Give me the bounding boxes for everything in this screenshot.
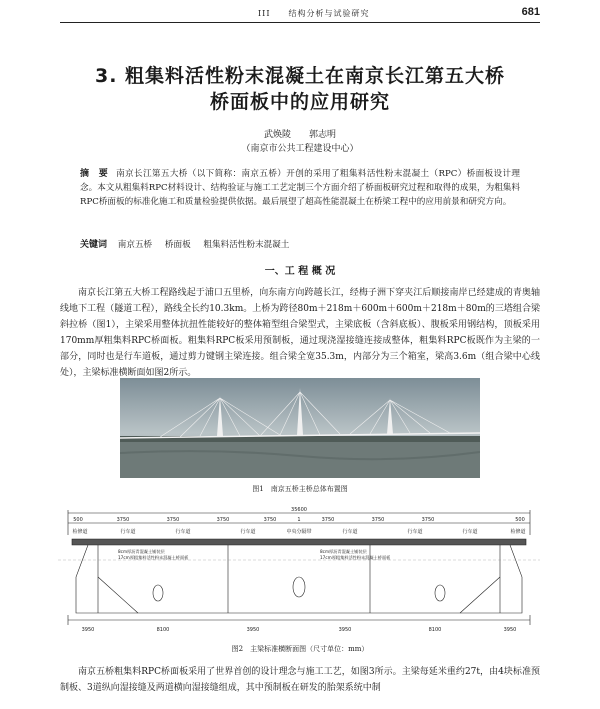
dim-top: 1 [297,517,301,523]
label-left: 检修道 [72,529,88,535]
figure1-caption: 图1 南京五桥主桥总体布置图 [252,485,348,493]
lane-label: 中央分隔带 [286,529,312,535]
lane-label: 行车道 [462,529,478,535]
keywords-label: 关键词 [80,240,108,250]
dim-top: 3750 [421,517,435,523]
drawing-note: 8cm厚沥青混凝土铺装层 [118,549,165,554]
lane-label: 行车道 [342,529,358,535]
dim-bottom: 3950 [81,627,95,633]
abstract-text: 南京长江第五大桥（以下简称：南京五桥）开创的采用了粗集料活性粉末混凝土（RPC）桥面板设计理念。本文从粗集料RPC材料设计、结构验证与施工工艺定制三个方面介绍了桥面板研究过程和取得的成果，为粗集料RPC桥面板的标准化施工和质量检验提供依据。最后展望了超高性能混凝土在桥梁工程中的应用前景和研究方向。 [80,169,520,207]
section-heading: 一、工 程 概 况 [264,266,336,277]
lane-label: 行车道 [407,529,423,535]
dim-top: 3750 [116,517,130,523]
drawing-note: 17cm厚粗集料活性粉末混凝土桥面板 [118,555,189,560]
abstract-label: 摘 要 [80,169,109,179]
dim-top: 500 [515,517,525,523]
keyword: 南京五桥 [117,240,153,250]
paper-title [60,63,540,115]
running-header-section: III 结构分析与试验研究 [258,9,370,18]
drawing-note: 17cm厚粗集料活性粉末混凝土桥面板 [320,555,391,560]
dim-total: 35600 [291,507,307,513]
lane-label: 行车道 [175,529,191,535]
dim-bottom: 8100 [428,627,442,633]
body-paragraph: 南京长江第五大桥工程路线起于浦口五里桥，向东南方向跨越长江，经梅子洲下穿夹江后顺接南岸已经建成的青奥轴线地下工程（隧道工程），路线全长约10.3km。上桥为跨径80m＋218m＋600m＋600m＋218m＋80m的三塔组合梁斜拉桥（图1），主梁采用整体抗扭性能较好的整体箱型组合梁型式，主梁底板（含斜底板）、腹板采用钢结构，顶板采用170mm厚粗集料RPC桥面板。粗集料RPC板采用预制板，通过现浇湿接缝连接成整体，粗集料RPC板既作为主梁的一部分，同时也是行车道板，通过剪力键钢主梁连接。组合梁全宽35.3m，内部分为三个箱室，梁高3.6m（组合梁中心线处），主梁标准横断面如图2所示。 [60,288,540,378]
cross-section-drawing [58,505,540,635]
keywords [80,237,520,250]
keyword: 桥面板 [164,240,191,250]
page-number: 681 [521,6,540,18]
page-header [60,6,540,23]
affiliation: （南京市公共工程建设中心） [241,144,359,154]
title-line-2: 桥面板中的应用研究 [209,91,390,113]
body-paragraph-2: 南京五桥粗集料RPC桥面板采用了世界首创的设计理念与施工工艺，如图3所示。主梁每延米重约27t，由4块标准预制板、3道纵向湿接缝及两道横向湿接缝组成，其中预制板在研发的胎架系统中制 [60,667,540,693]
dim-top: 3750 [166,517,180,523]
lane-label: 行车道 [240,529,256,535]
drawing-note: 8cm厚沥青混凝土铺装层 [320,549,367,554]
keyword: 粗集料活性粉末混凝土 [203,240,290,250]
dim-top: 3750 [321,517,335,523]
dim-bottom: 8100 [156,627,170,633]
dim-top: 500 [73,517,83,523]
dim-top: 3750 [263,517,277,523]
dim-bottom: 3950 [338,627,352,633]
abstract [80,167,520,209]
label-right: 检修道 [510,529,526,535]
title-line-1: 3. 粗集料活性粉末混凝土在南京长江第五大桥 [94,65,506,87]
authors: 武焕陵 郭志明 [263,130,336,140]
dim-top: 3750 [371,517,385,523]
lane-label: 行车道 [120,529,136,535]
dim-top: 3750 [216,517,230,523]
dim-bottom: 3950 [246,627,260,633]
figure2-caption: 图2 主梁标准横断面图（尺寸单位：mm） [231,645,369,653]
bridge-photo [120,378,480,478]
dim-bottom: 3950 [503,627,517,633]
